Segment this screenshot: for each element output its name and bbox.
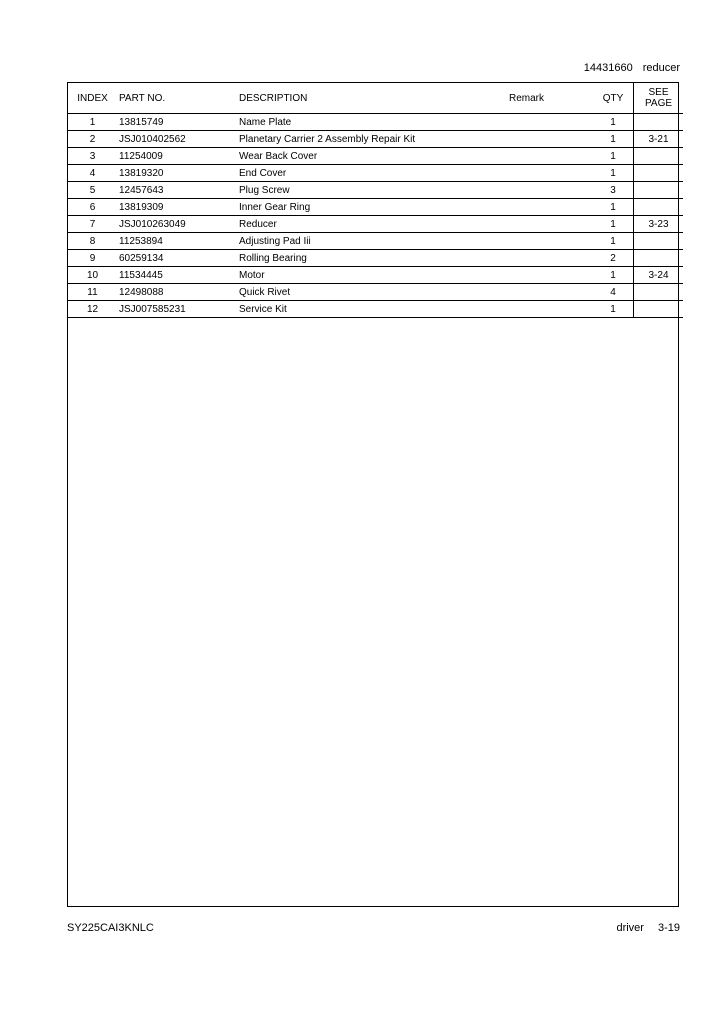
row-remark — [509, 216, 593, 233]
row-see-page — [634, 199, 684, 216]
row-part-no: 60259134 — [117, 250, 239, 267]
row-see-page — [634, 250, 684, 267]
table-row — [68, 233, 683, 250]
row-part-no: 12498088 — [117, 284, 239, 301]
row-qty: 1 — [593, 199, 634, 216]
row-description: Quick Rivet — [239, 284, 509, 301]
row-description: Adjusting Pad Iii — [239, 233, 509, 250]
row-index: 5 — [68, 182, 117, 199]
row-description: Reducer — [239, 216, 509, 233]
row-index: 11 — [68, 284, 117, 301]
row-remark — [509, 267, 593, 284]
row-part-no: JSJ010402562 — [117, 131, 239, 148]
row-qty: 1 — [593, 114, 634, 131]
row-part-no: JSJ010263049 — [117, 216, 239, 233]
column-header-index: INDEX — [68, 83, 117, 114]
see-page-line2: PAGE — [644, 98, 673, 109]
row-qty: 2 — [593, 250, 634, 267]
table-row — [68, 114, 683, 131]
table-row — [68, 182, 683, 199]
row-remark — [509, 165, 593, 182]
row-part-no: 13819320 — [117, 165, 239, 182]
row-remark — [509, 250, 593, 267]
row-see-page — [634, 182, 684, 199]
page-header — [584, 62, 680, 74]
row-description: Wear Back Cover — [239, 148, 509, 165]
row-qty: 1 — [593, 301, 634, 318]
table-row — [68, 199, 683, 216]
row-see-page — [634, 148, 684, 165]
row-qty: 1 — [593, 216, 634, 233]
row-index: 4 — [68, 165, 117, 182]
parts-list-frame — [67, 82, 679, 907]
row-qty: 1 — [593, 148, 634, 165]
row-description: Rolling Bearing — [239, 250, 509, 267]
row-description: Service Kit — [239, 301, 509, 318]
row-remark — [509, 114, 593, 131]
table-row — [68, 284, 683, 301]
table-row — [68, 131, 683, 148]
row-index: 12 — [68, 301, 117, 318]
table-row — [68, 267, 683, 284]
footer-section: driver — [616, 922, 644, 934]
assembly-name: reducer — [642, 62, 680, 74]
row-remark — [509, 233, 593, 250]
row-index: 2 — [68, 131, 117, 148]
row-qty: 3 — [593, 182, 634, 199]
row-see-page — [634, 284, 684, 301]
row-description: Motor — [239, 267, 509, 284]
table-row — [68, 216, 683, 233]
row-part-no: 11254009 — [117, 148, 239, 165]
table-row — [68, 301, 683, 318]
table-body — [68, 114, 683, 318]
column-header-qty: QTY — [593, 83, 634, 114]
row-part-no: 13815749 — [117, 114, 239, 131]
row-index: 3 — [68, 148, 117, 165]
row-see-page — [634, 165, 684, 182]
row-remark — [509, 199, 593, 216]
row-qty: 1 — [593, 165, 634, 182]
row-see-page: 3-23 — [634, 216, 684, 233]
column-header-remark: Remark — [509, 83, 593, 114]
row-part-no: 13819309 — [117, 199, 239, 216]
row-remark — [509, 301, 593, 318]
row-see-page — [634, 301, 684, 318]
row-index: 7 — [68, 216, 117, 233]
row-description: Planetary Carrier 2 Assembly Repair Kit — [239, 131, 509, 148]
footer-model: SY225CAI3KNLC — [67, 922, 154, 934]
row-part-no: 11253894 — [117, 233, 239, 250]
footer-page-info — [616, 922, 680, 934]
row-remark — [509, 148, 593, 165]
table-row — [68, 148, 683, 165]
row-remark — [509, 182, 593, 199]
row-index: 8 — [68, 233, 117, 250]
row-description: Inner Gear Ring — [239, 199, 509, 216]
row-index: 6 — [68, 199, 117, 216]
row-see-page: 3-21 — [634, 131, 684, 148]
table-header-row — [68, 83, 683, 114]
row-description: Plug Screw — [239, 182, 509, 199]
table-row — [68, 250, 683, 267]
column-header-description: DESCRIPTION — [239, 83, 509, 114]
row-qty: 4 — [593, 284, 634, 301]
row-description: Name Plate — [239, 114, 509, 131]
column-header-see-page — [634, 83, 684, 114]
row-index: 10 — [68, 267, 117, 284]
row-qty: 1 — [593, 131, 634, 148]
row-part-no: 12457643 — [117, 182, 239, 199]
column-header-part-no: PART NO. — [117, 83, 239, 114]
parts-table — [68, 83, 683, 318]
row-qty: 1 — [593, 233, 634, 250]
table-row — [68, 165, 683, 182]
row-remark — [509, 131, 593, 148]
row-part-no: 11534445 — [117, 267, 239, 284]
row-index: 1 — [68, 114, 117, 131]
see-page-line1: SEE — [648, 87, 669, 98]
row-see-page — [634, 233, 684, 250]
row-see-page — [634, 114, 684, 131]
row-description: End Cover — [239, 165, 509, 182]
row-see-page: 3-24 — [634, 267, 684, 284]
row-remark — [509, 284, 593, 301]
row-part-no: JSJ007585231 — [117, 301, 239, 318]
row-index: 9 — [68, 250, 117, 267]
footer-page-number: 3-19 — [657, 922, 680, 934]
assembly-part-number: 14431660 — [583, 62, 633, 74]
row-qty: 1 — [593, 267, 634, 284]
